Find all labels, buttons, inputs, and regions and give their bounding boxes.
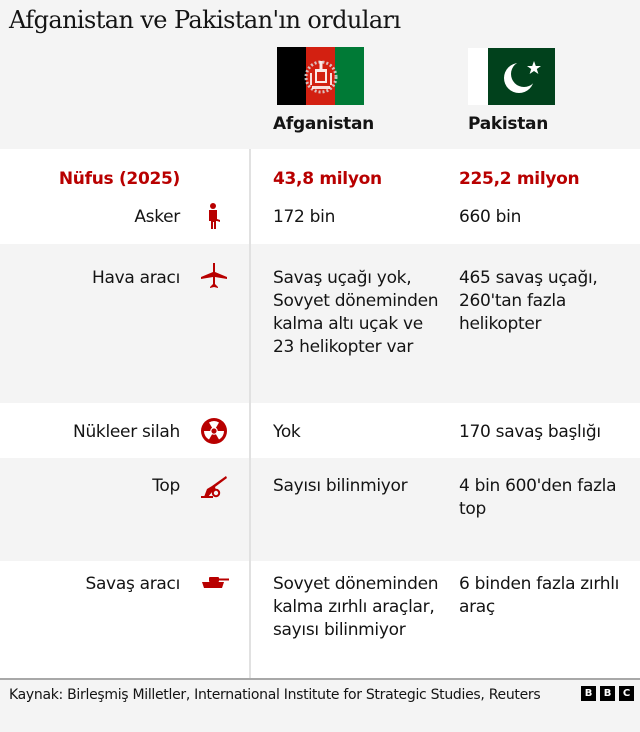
tank-icon — [198, 569, 230, 597]
table-row-population-soldiers — [0, 149, 640, 244]
afganistan-nuclear: Yok — [273, 422, 301, 442]
row-label-armored-vehicles: Savaş aracı — [85, 574, 180, 594]
table-row-armored-vehicles — [0, 561, 640, 678]
pakistan-flag — [468, 48, 555, 105]
bbc-logo-letter: C — [619, 686, 634, 701]
pakistan-armored-vehicles: 6 binden fazla zırhlı araç — [459, 574, 620, 617]
footer-divider — [0, 678, 640, 680]
bbc-logo-letter: B — [600, 686, 615, 701]
column-divider — [249, 149, 251, 678]
column-header-pakistan: Pakistan — [468, 114, 549, 134]
pakistan-nuclear: 170 savaş başlığı — [459, 422, 601, 442]
radiation-icon — [198, 417, 230, 445]
comparison-table — [0, 149, 640, 678]
artillery-icon — [198, 472, 230, 500]
afghanistan-emblem-icon — [301, 55, 341, 97]
page-title: Afganistan ve Pakistan'ın orduları — [9, 6, 401, 34]
bbc-logo-letter: B — [581, 686, 596, 701]
table-row-aircraft — [0, 244, 640, 403]
column-header-afganistan: Afganistan — [273, 114, 374, 134]
afganistan-soldiers: 172 bin — [273, 207, 336, 227]
row-label-soldiers: Asker — [134, 207, 180, 227]
afghanistan-flag — [277, 47, 364, 105]
row-label-artillery: Top — [152, 476, 180, 496]
pakistan-soldiers: 660 bin — [459, 207, 522, 227]
airplane-icon — [198, 262, 230, 290]
pakistan-aircraft: 465 savaş uçağı, 260'tan fazla helikopter — [459, 268, 598, 334]
afganistan-population: 43,8 milyon — [273, 169, 382, 189]
soldier-icon — [198, 202, 230, 230]
row-label-nuclear: Nükleer silah — [73, 422, 180, 442]
table-row-nuclear — [0, 403, 640, 458]
pakistan-population: 225,2 milyon — [459, 169, 580, 189]
afganistan-aircraft: Savaş uçağı yok, Sovyet döneminden kalma altı uçak ve 23 helikopter var — [273, 268, 439, 357]
afganistan-armored-vehicles: Sovyet döneminden kalma zırhlı araçlar, sayısı bilinmiyor — [273, 574, 439, 640]
table-row-artillery — [0, 458, 640, 561]
source-note: Kaynak: Birleşmiş Milletler, International Institute for Strategic Studies, Reuters — [9, 687, 541, 703]
afganistan-artillery: Sayısı bilinmiyor — [273, 476, 408, 496]
bbc-logo — [581, 686, 634, 701]
pakistan-artillery: 4 bin 600'den fazla top — [459, 476, 617, 519]
row-label-population: Nüfus (2025) — [58, 169, 180, 189]
row-label-aircraft: Hava aracı — [92, 268, 180, 288]
